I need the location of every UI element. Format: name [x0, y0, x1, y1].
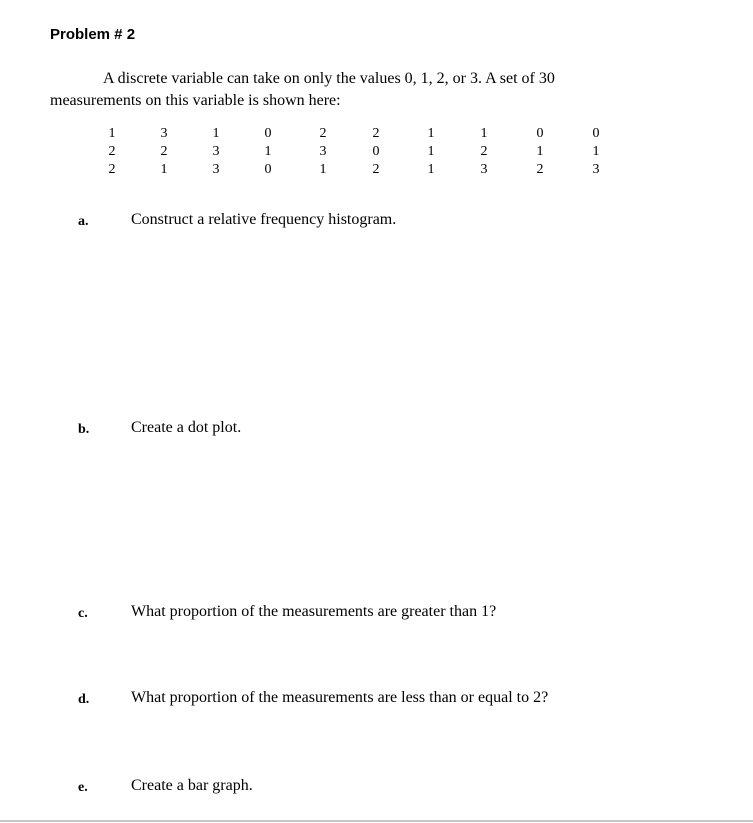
question-letter-e: e. — [78, 780, 88, 795]
measurement-value: 2 — [536, 162, 544, 177]
measurement-value: 1 — [427, 126, 435, 141]
measurement-value: 3 — [212, 162, 220, 177]
measurement-value: 2 — [372, 126, 380, 141]
question-d-text: What proportion of the measurements are less than or equal to 2? — [131, 689, 549, 706]
question-e-text: Create a bar graph. — [131, 777, 253, 794]
question-c-text: What proportion of the measurements are greater than 1? — [131, 603, 497, 620]
measurement-value: 2 — [372, 162, 380, 177]
question-a-text: Construct a relative frequency histogram. — [131, 211, 397, 228]
measurements-table — [100, 126, 610, 180]
intro-line-1: A discrete variable can take on only the values 0, 1, 2, or 3. A set of 30 — [103, 70, 555, 87]
measurement-value: 3 — [319, 144, 327, 159]
measurement-value: 1 — [592, 144, 600, 159]
measurement-value: 3 — [592, 162, 600, 177]
measurement-row — [100, 144, 610, 162]
question-letter-b: b. — [78, 422, 90, 437]
problem-title: Problem # 2 — [50, 26, 136, 43]
measurement-value: 0 — [264, 126, 272, 141]
measurement-value: 2 — [108, 144, 116, 159]
measurement-value: 0 — [592, 126, 600, 141]
measurement-value: 1 — [160, 162, 168, 177]
measurement-value: 1 — [480, 126, 488, 141]
measurement-value: 0 — [536, 126, 544, 141]
measurement-value: 2 — [108, 162, 116, 177]
measurement-value: 2 — [160, 144, 168, 159]
measurement-value: 1 — [212, 126, 220, 141]
measurement-row — [100, 126, 610, 144]
measurement-value: 0 — [372, 144, 380, 159]
question-letter-c: c. — [78, 606, 88, 621]
measurement-value: 1 — [108, 126, 116, 141]
question-b-text: Create a dot plot. — [131, 419, 242, 436]
measurement-value: 1 — [264, 144, 272, 159]
measurement-value: 1 — [427, 162, 435, 177]
measurement-value: 2 — [319, 126, 327, 141]
measurement-value: 0 — [264, 162, 272, 177]
measurement-value: 3 — [160, 126, 168, 141]
question-letter-a: a. — [78, 214, 89, 229]
measurement-row — [100, 162, 610, 180]
problem-intro — [50, 68, 650, 112]
measurement-value: 3 — [480, 162, 488, 177]
measurement-value: 1 — [427, 144, 435, 159]
page-bottom-divider — [0, 820, 753, 822]
measurement-value: 3 — [212, 144, 220, 159]
measurement-value: 1 — [536, 144, 544, 159]
intro-line-2: measurements on this variable is shown here: — [50, 92, 341, 109]
measurement-value: 1 — [319, 162, 327, 177]
measurement-value: 2 — [480, 144, 488, 159]
question-letter-d: d. — [78, 692, 90, 707]
